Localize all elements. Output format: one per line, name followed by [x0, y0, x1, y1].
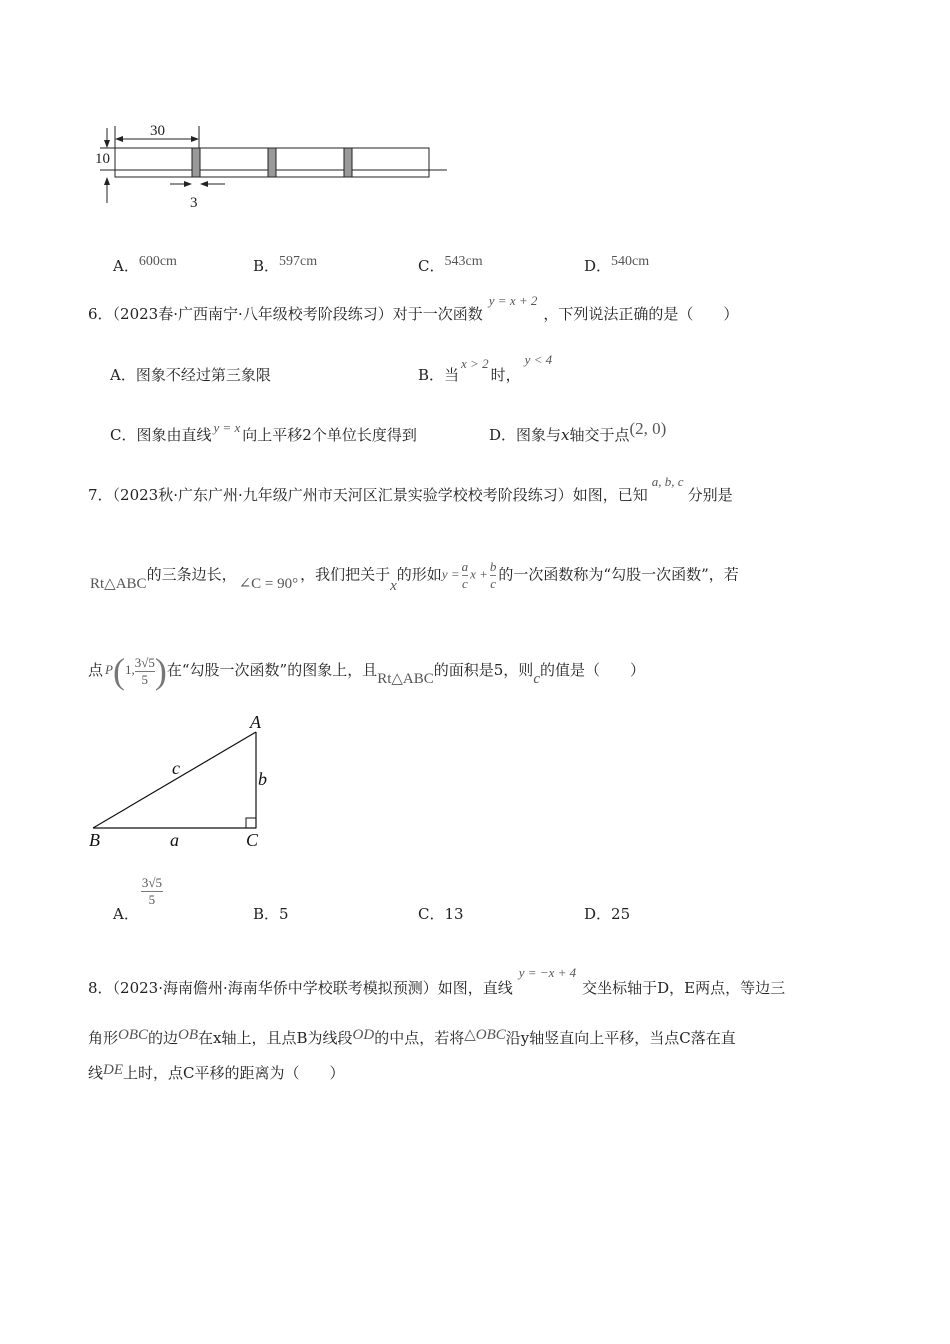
q8-stem-pre: 如图，直线	[437, 979, 513, 997]
q7-label-a: a	[170, 830, 179, 850]
q6-option-c[interactable]	[110, 420, 417, 445]
q7-line2-triangle: Rt△ABC	[90, 575, 147, 592]
q7-option-a[interactable]	[113, 875, 163, 923]
q8-line2-c: 在x轴上，且点B为线段	[198, 1029, 353, 1047]
q7-line2-text-c: 的形如	[396, 565, 442, 584]
q7-label-b: b	[258, 769, 267, 789]
q7-label-C: C	[246, 830, 259, 850]
q7-formula-den-c: c	[461, 576, 468, 591]
q7-formula-num-a: a	[461, 559, 469, 574]
q7-line2-text-d: 的一次函数称为“勾股一次函数”，若	[498, 565, 739, 584]
q6-option-d-axis: x	[561, 426, 570, 444]
q6-option-b[interactable]	[418, 352, 553, 385]
q8-formula: y = −x + 4	[518, 965, 577, 980]
q7-stem-post: 分别是	[687, 486, 733, 504]
q5-option-b-value: 597cm	[279, 254, 318, 269]
q6-option-b-pre: B．当	[418, 366, 460, 384]
q7-line3-c: c	[533, 671, 540, 687]
q8-stem-line2	[88, 1027, 736, 1048]
q8-line2-ob: OB	[178, 1027, 199, 1043]
q8-stem-line1	[88, 965, 786, 998]
q8-line2-b: 的边	[148, 1029, 179, 1047]
q6-option-c-post: 向上平移2个单位长度得到	[242, 426, 417, 444]
q8-stem-line3	[88, 1062, 345, 1083]
q6-option-d-pre: D．图象与	[489, 426, 562, 444]
q7-option-a-num: 3√5	[141, 875, 162, 890]
q6-option-d-mid: 轴交于点	[569, 426, 630, 444]
q8-line2-od: OD	[352, 1027, 375, 1043]
q5-option-c-value: 543cm	[444, 254, 483, 269]
q7-label-B: B	[89, 830, 100, 850]
q5-option-d-value: 540cm	[611, 254, 650, 269]
q7-triangle-figure	[80, 708, 280, 854]
q6-stem-post: ，下列说法正确的是（ ）	[543, 305, 739, 323]
q5-dim-30: 30	[150, 123, 165, 139]
q6-option-a[interactable]: A．图象不经过第三象限	[110, 366, 271, 384]
q7-label-c: c	[172, 758, 180, 778]
q6-option-b-mid: 时，	[490, 366, 521, 384]
q6-option-c-pre: C．图象由直线	[110, 426, 212, 444]
q7-option-d[interactable]: D．25	[584, 905, 631, 923]
q7-option-a-den: 5	[148, 892, 156, 907]
q5-option-c-letter: C．	[418, 257, 445, 275]
q7-formula	[442, 559, 499, 592]
q6-formula: y = x + 2	[488, 293, 538, 308]
q7-line2-text-b: ，我们把关于	[300, 565, 391, 584]
q7-point-den: 5	[141, 671, 149, 687]
q7-line3-text-a: 在“勾股一次函数”的图象上，且	[166, 661, 378, 679]
q7-point-p: P	[105, 661, 113, 677]
q6-number: 6．	[88, 305, 113, 323]
q6-option-c-line: y = x	[213, 420, 241, 435]
q7-formula-den-c2: c	[490, 576, 497, 591]
q5-strip-figure	[95, 118, 455, 218]
q5-option-c[interactable]	[418, 255, 483, 276]
q8-line3-b: 上时，点C平移的距离为（ ）	[123, 1064, 345, 1082]
q7-line2-text-a: 的三条边长，	[146, 565, 237, 584]
q6-option-b-res: y < 4	[524, 352, 553, 367]
q8-line2-a: 角形	[88, 1029, 119, 1047]
q6-stem-pre: 对于一次函数	[392, 305, 483, 323]
q8-source: （2023·海南儋州·海南华侨中学校联考模拟预测）	[112, 979, 438, 997]
q7-formula-num-b: b	[489, 559, 497, 574]
q7-point: P(1, $\frac{3√5}{5}$ )	[105, 651, 167, 691]
q7-option-b[interactable]: B．5	[253, 905, 289, 923]
q7-stem-line2	[90, 559, 739, 592]
q7-point-num: 3√5	[134, 654, 155, 670]
q7-line3-text-d: 的值是（ ）	[539, 661, 645, 679]
q8-line2-tri: △OBC	[464, 1027, 506, 1043]
q8-stem-post: 交坐标轴于D，E两点，等边三	[582, 979, 786, 997]
q5-dim-10: 10	[95, 151, 110, 167]
q7-source: （2023秋·广东广州·九年级广州市天河区汇景实验学校校考阶段练习）	[112, 486, 573, 504]
q7-stem-pre: 如图，已知	[572, 486, 648, 504]
q7-line3-triangle: Rt△ABC	[377, 671, 434, 687]
q7-option-c[interactable]: C．13	[418, 905, 464, 923]
q6-source: （2023春·广西南宁·八年级校考阶段练习）	[112, 305, 393, 323]
q8-number: 8．	[88, 979, 113, 997]
q7-stem-line1	[88, 474, 733, 505]
q5-option-a[interactable]	[113, 255, 177, 276]
q5-option-b[interactable]	[253, 255, 317, 276]
q8-line3-a: 线	[88, 1064, 104, 1082]
q5-option-d-letter: D．	[584, 257, 612, 275]
q8-line3-de: DE	[103, 1062, 124, 1078]
q7-option-a-letter: A．	[113, 905, 139, 923]
q7-line2-angle: ∠C = 90°	[238, 575, 299, 592]
q6-option-d-point: (2, 0)	[629, 419, 667, 438]
q7-line3-pt: 点	[88, 661, 104, 679]
q5-option-b-letter: B．	[253, 257, 280, 275]
q7-option-a-frac	[141, 875, 163, 908]
q7-label-A: A	[250, 712, 261, 732]
q8-line2-d: 的中点，若将	[374, 1029, 465, 1047]
q7-number: 7．	[88, 486, 113, 504]
q7-formula-xplus: x +	[470, 566, 488, 582]
q7-formula-y: y =	[441, 566, 460, 582]
q8-line2-e: 沿y轴竖直向上平移，当点C落在直	[505, 1029, 736, 1047]
q7-line2-x: x	[390, 577, 397, 594]
q5-option-d[interactable]	[584, 255, 649, 276]
q6-option-d[interactable]	[489, 419, 667, 445]
q7-vars: a, b, c	[651, 474, 684, 489]
q5-option-a-value: 600cm	[138, 254, 177, 269]
q6-option-b-cond: x > 2	[461, 356, 489, 371]
q8-line2-obc: OBC	[118, 1027, 149, 1043]
q7-point-1: 1,	[124, 661, 135, 677]
q7-line3-text-b: 的面积是5，则	[433, 661, 534, 679]
q7-stem-line3	[88, 650, 645, 692]
q5-option-a-letter: A．	[113, 257, 139, 275]
q6-stem	[88, 293, 739, 324]
q5-dim-3: 3	[190, 195, 198, 211]
